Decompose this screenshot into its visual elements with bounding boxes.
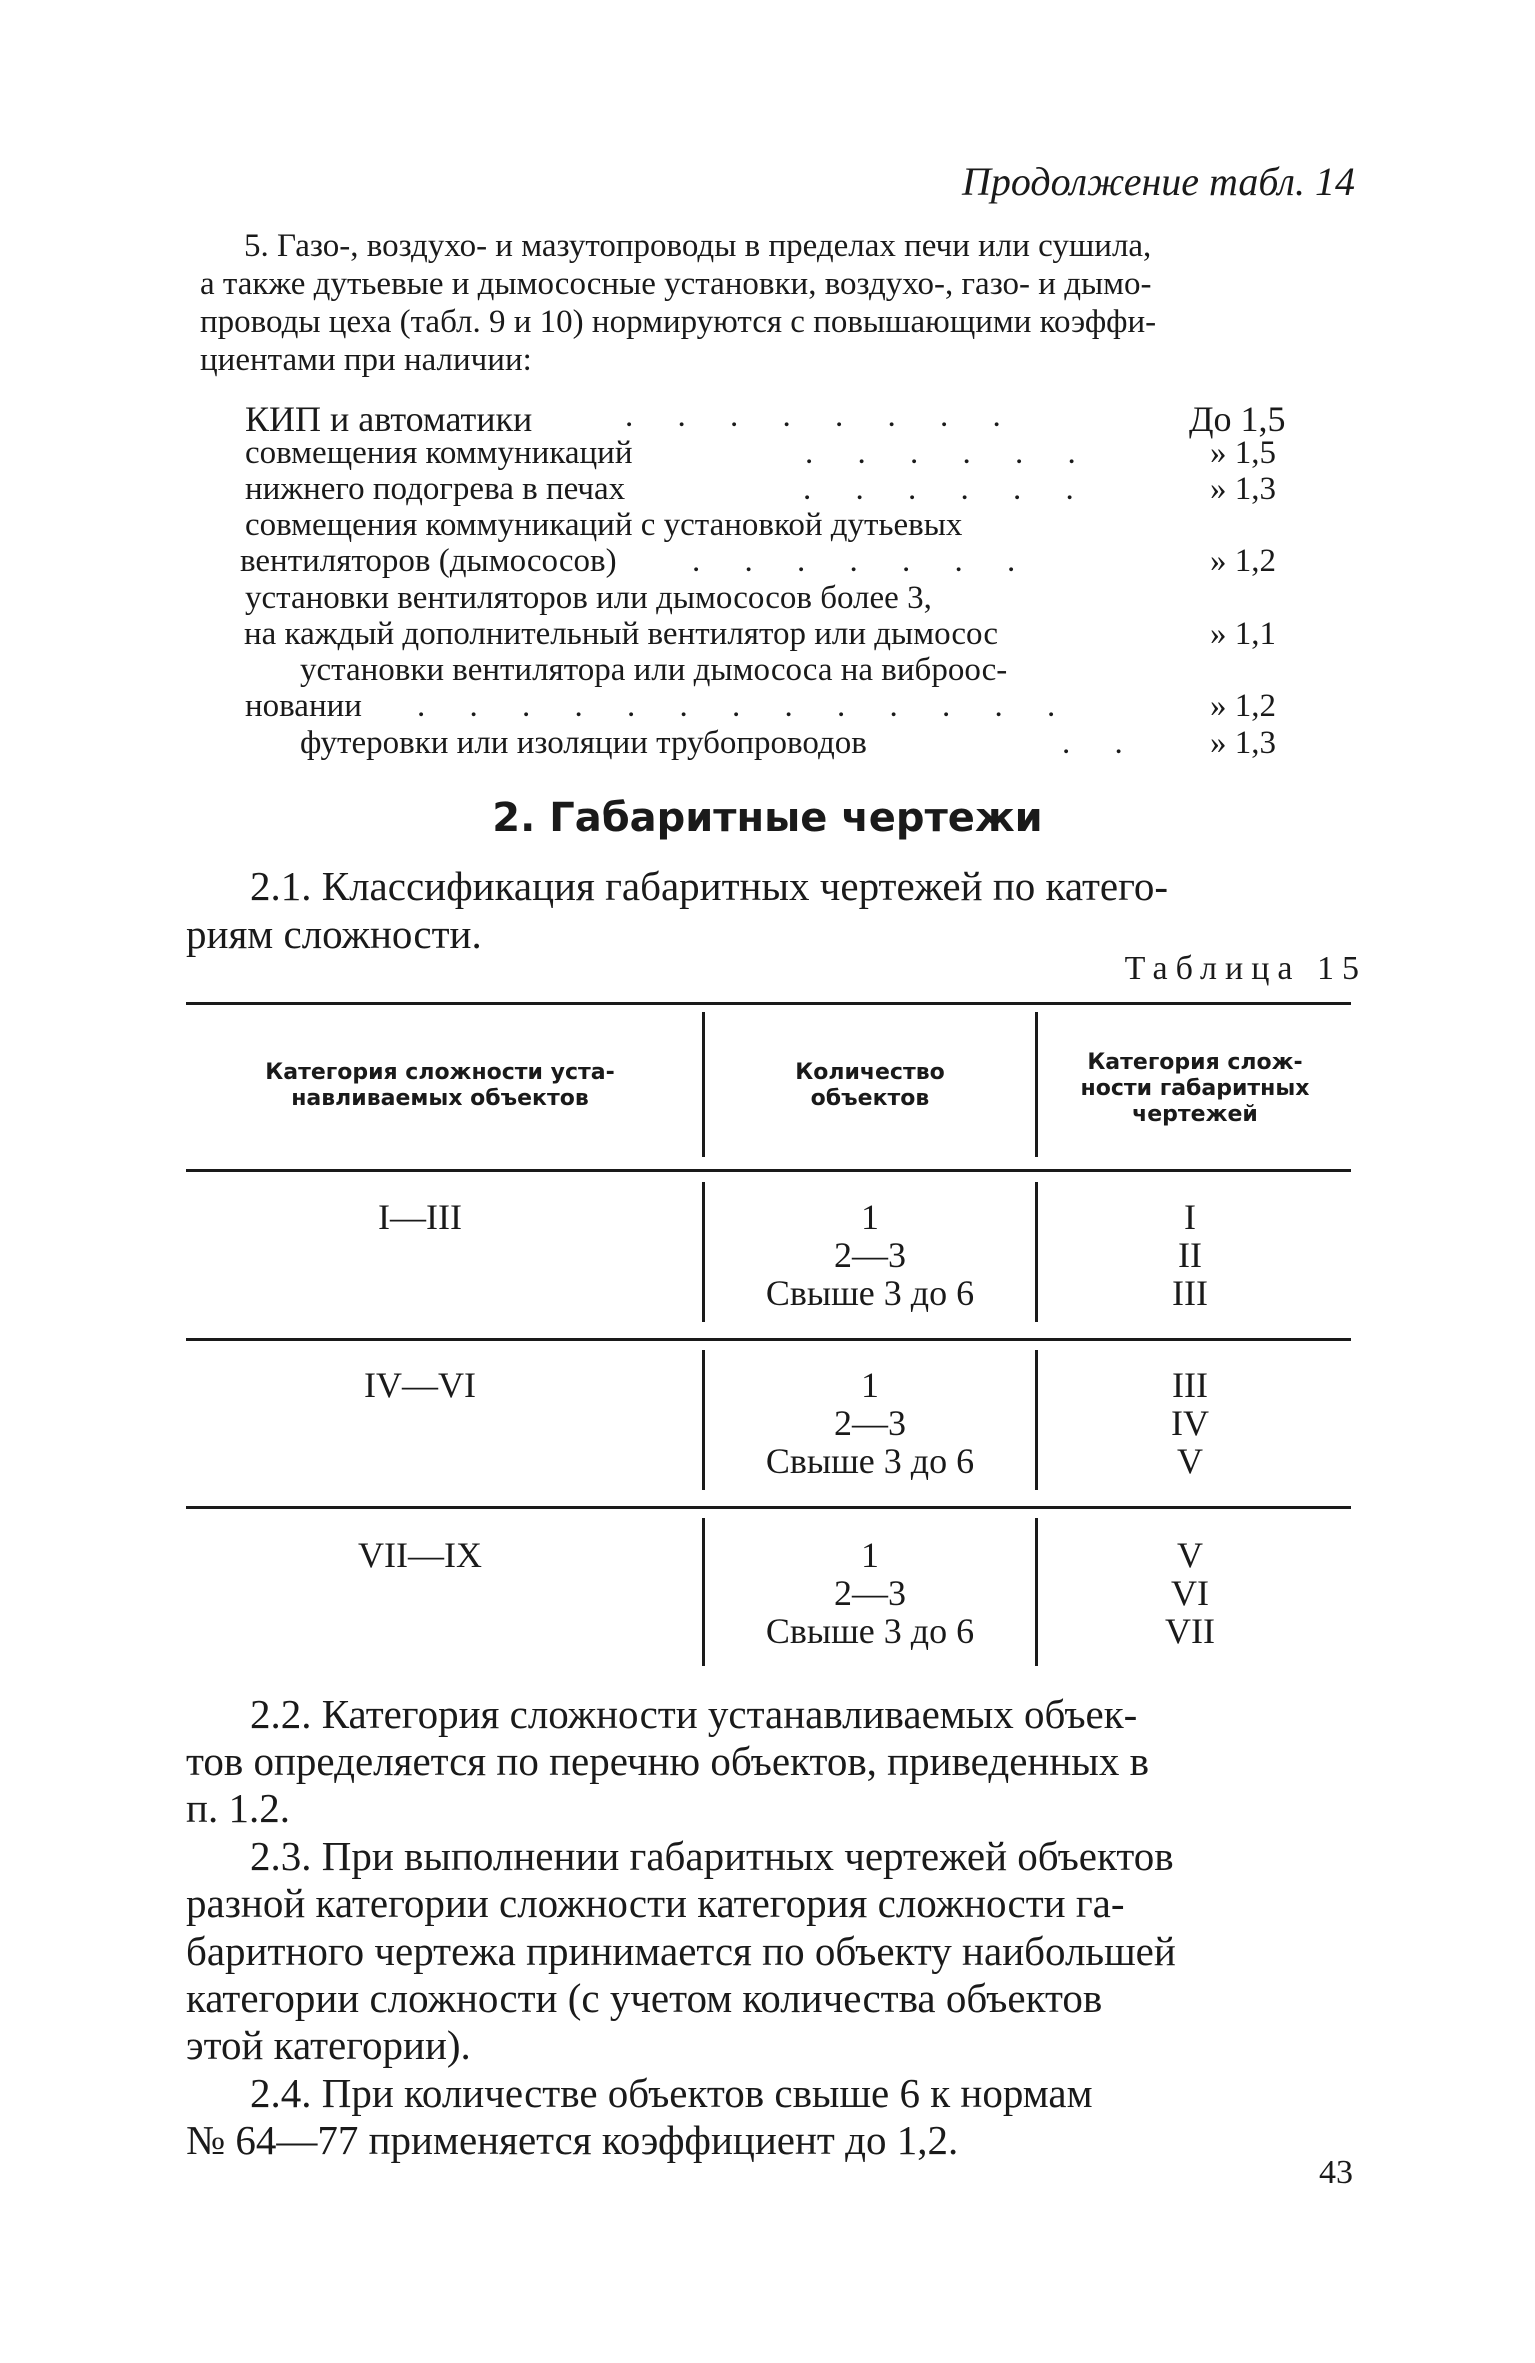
count-line: 2—3 bbox=[834, 1235, 906, 1275]
count-line: 1 bbox=[861, 1197, 879, 1237]
para-2-2-line: 2.2. Категория сложности устанавливаемых объек- bbox=[250, 1691, 1138, 1737]
coef-value: » 1,3 bbox=[1210, 725, 1276, 761]
coef-item bbox=[245, 435, 1300, 471]
intro-line: 5. Газо-, воздухо- и мазутопроводы в пределах печи или сушила, bbox=[244, 228, 1152, 264]
count-line: 2—3 bbox=[834, 1573, 906, 1613]
coef-label: установки вентилятора или дымососа на виброос- bbox=[300, 652, 1008, 688]
table-col-divider bbox=[702, 1012, 705, 1157]
coef-value: » 1,2 bbox=[1210, 543, 1276, 579]
para-2-4-line: № 64—77 применяется коэффициент до 1,2. bbox=[186, 2117, 959, 2163]
coef-label: КИП и автоматики bbox=[245, 399, 533, 439]
para-2-3-line: категории сложности (с учетом количества объектов bbox=[186, 1975, 1103, 2021]
table-row-rule bbox=[186, 1338, 1351, 1341]
table-label: Таблица 15 bbox=[1124, 950, 1367, 987]
para-2-3-line: 2.3. При выполнении габаритных чертежей объектов bbox=[250, 1833, 1174, 1879]
table-col-divider bbox=[1035, 1518, 1038, 1666]
para-2-2-line: тов определяется по перечню объектов, приведенных в bbox=[186, 1738, 1149, 1784]
coef-label: футеровки или изоляции трубопроводов bbox=[300, 725, 867, 761]
coef-label: на каждый дополнительный вентилятор или дымосос bbox=[244, 616, 999, 652]
drawing-line: V bbox=[1177, 1535, 1203, 1575]
header-line: навливаемых объектов bbox=[291, 1086, 589, 1111]
dot-leader: . . . . . . . bbox=[692, 543, 1034, 579]
drawing-line: I bbox=[1184, 1197, 1196, 1237]
table-header-count bbox=[710, 1060, 1030, 1112]
drawing-line: III bbox=[1172, 1273, 1208, 1313]
coef-value: » 1,1 bbox=[1210, 616, 1276, 652]
header-line: Категория слож- bbox=[1087, 1050, 1303, 1075]
table-row-rule bbox=[186, 1506, 1351, 1509]
coef-item bbox=[240, 543, 1295, 579]
coef-label: совмещения коммуникаций с установкой дутьевых bbox=[245, 507, 963, 543]
dot-leader: . . . . . . bbox=[803, 471, 1092, 507]
section-title: 2. Габаритные чертежи bbox=[492, 795, 1043, 841]
table-header-category bbox=[200, 1060, 680, 1112]
table-cell-category: IV—VI bbox=[364, 1365, 476, 1405]
table-cell-count bbox=[710, 1198, 1030, 1312]
continuation-header: Продолжение табл. 14 bbox=[961, 159, 1355, 204]
coef-value: » 1,5 bbox=[1210, 435, 1276, 471]
table-col-divider bbox=[1035, 1182, 1038, 1322]
count-line: 1 bbox=[861, 1535, 879, 1575]
table-cell-category: VII—IX bbox=[358, 1535, 482, 1575]
header-line: Количество bbox=[795, 1060, 945, 1085]
coef-item bbox=[245, 652, 1300, 688]
intro-line: а также дутьевые и дымососные установки, воздухо-, газо- и дымо- bbox=[200, 266, 1152, 302]
page-number: 43 bbox=[1319, 2154, 1353, 2191]
coef-label: вентиляторов (дымососов) bbox=[240, 543, 617, 579]
coef-label: установки вентиляторов или дымососов более 3, bbox=[245, 580, 932, 616]
para-2-4-line: 2.4. При количестве объектов свыше 6 к нормам bbox=[250, 2070, 1093, 2116]
count-line: Свыше 3 до 6 bbox=[765, 1273, 975, 1313]
header-line: объектов bbox=[810, 1086, 930, 1111]
table-cell-count bbox=[710, 1366, 1030, 1480]
para-2-3-line: этой категории). bbox=[186, 2022, 471, 2068]
coef-item bbox=[245, 580, 1300, 616]
para-2-3-line: разной категории сложности категория сложности га- bbox=[186, 1880, 1125, 1926]
count-line: Свыше 3 до 6 bbox=[765, 1611, 975, 1651]
table-top-rule bbox=[186, 1002, 1351, 1005]
drawing-line: II bbox=[1178, 1235, 1202, 1275]
table-cell-drawing bbox=[1045, 1366, 1335, 1480]
para-2-1-line: 2.1. Классификация габаритных чертежей по катего- bbox=[250, 863, 1169, 909]
drawing-line: VI bbox=[1171, 1573, 1209, 1613]
header-line: Категория сложности уста- bbox=[265, 1060, 615, 1085]
coef-item bbox=[245, 616, 1300, 652]
table-col-divider bbox=[1035, 1350, 1038, 1490]
para-2-2-line: п. 1.2. bbox=[186, 1785, 290, 1831]
table-cell-category: I—III bbox=[378, 1197, 462, 1237]
dot-leader: . . . . . . . . bbox=[625, 398, 1019, 434]
header-line: чертежей bbox=[1132, 1102, 1258, 1127]
coef-label: совмещения коммуникаций bbox=[245, 435, 633, 471]
dot-leader: . . . . . . bbox=[805, 435, 1094, 471]
para-2-1-line: риям сложности. bbox=[186, 911, 482, 957]
count-line: 2—3 bbox=[834, 1403, 906, 1443]
drawing-line: III bbox=[1172, 1365, 1208, 1405]
header-line: ности габаритных bbox=[1080, 1076, 1310, 1101]
drawing-line: V bbox=[1177, 1441, 1203, 1481]
intro-line: циентами при наличии: bbox=[200, 342, 532, 378]
table-cell-drawing bbox=[1045, 1536, 1335, 1650]
dot-leader: . . bbox=[1062, 725, 1141, 761]
table-col-divider bbox=[702, 1182, 705, 1322]
coef-item bbox=[245, 688, 1300, 724]
coef-item bbox=[245, 398, 1300, 439]
coef-label: новании bbox=[245, 688, 362, 724]
coef-item bbox=[245, 471, 1300, 507]
intro-line: проводы цеха (табл. 9 и 10) нормируются с повышающими коэффи- bbox=[200, 304, 1157, 340]
coef-value: » 1,3 bbox=[1210, 471, 1276, 507]
table-header-rule bbox=[186, 1169, 1351, 1172]
table-header-drawing bbox=[1045, 1050, 1345, 1128]
table-cell-drawing bbox=[1045, 1198, 1335, 1312]
count-line: Свыше 3 до 6 bbox=[765, 1441, 975, 1481]
table-col-divider bbox=[702, 1350, 705, 1490]
coef-item bbox=[245, 725, 1300, 761]
para-2-3-line: баритного чертежа принимается по объекту наибольшей bbox=[186, 1928, 1176, 1974]
drawing-line: IV bbox=[1171, 1403, 1209, 1443]
count-line: 1 bbox=[861, 1365, 879, 1405]
table-col-divider bbox=[702, 1518, 705, 1666]
dot-leader: . . . . . . . . . . . . . bbox=[417, 688, 1074, 724]
drawing-line: VII bbox=[1165, 1611, 1215, 1651]
coef-item bbox=[245, 507, 1300, 543]
table-cell-count bbox=[710, 1536, 1030, 1650]
coef-value: » 1,2 bbox=[1210, 688, 1276, 724]
coef-value: До 1,5 bbox=[1189, 399, 1286, 439]
intro-paragraph bbox=[244, 228, 1151, 265]
table-col-divider bbox=[1035, 1012, 1038, 1157]
coef-label: нижнего подогрева в печах bbox=[245, 471, 626, 507]
